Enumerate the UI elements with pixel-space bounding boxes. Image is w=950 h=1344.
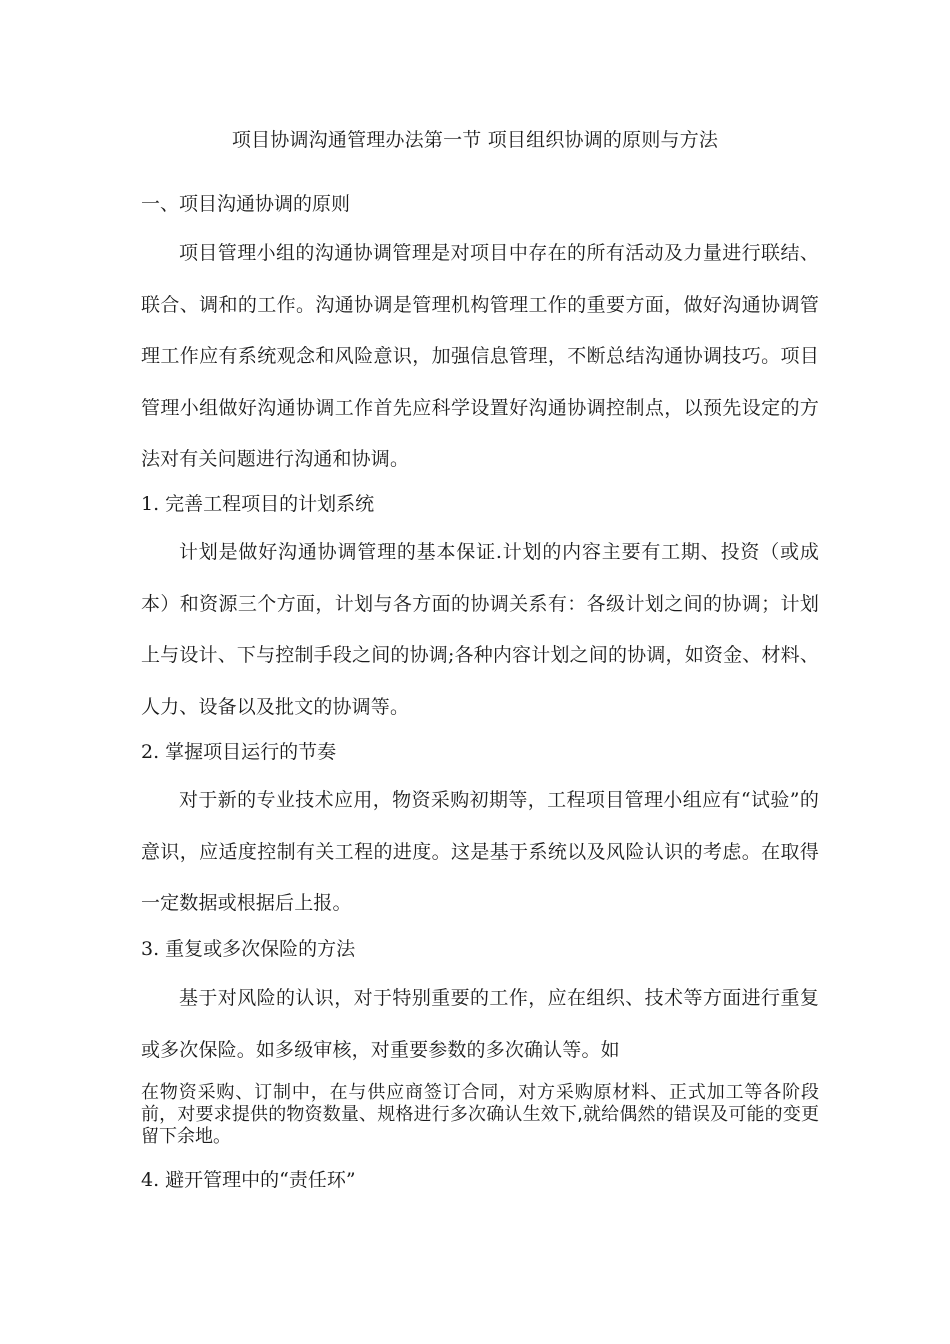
item-3-paragraph: 基于对风险的认识，对于特别重要的工作，应在组织、技术等方面进行重复或多次保险。如多级审核，对重要参数的多次确认等。如 [141,987,819,1061]
document-title: 项目协调沟通管理办法第一节 项目组织协调的原则与方法 [231,129,719,151]
section-heading: 一、项目沟通协调的原则 [141,193,351,215]
intro-paragraph: 项目管理小组的沟通协调管理是对项目中存在的所有活动及力量进行联结、联合、调和的工作。沟通协调是管理机构管理工作的重要方面，做好沟通协调管理工作应有系统观念和风险意识，加强信息管理，不断总结沟通协调技巧。项目管理小组做好沟通协调工作首先应科学设置好沟通协调控制点，以预先设定的方法对有关问题进行沟通和协调。 [141,242,819,470]
item-1-heading: 1. 完善工程项目的计划系统 [141,493,375,515]
item-1-paragraph: 计划是做好沟通协调管理的基本保证.计划的内容主要有工期、投资（或成本）和资源三个方面，计划与各方面的协调关系有：各级计划之间的协调；计划上与设计、下与控制手段之间的协调;各种内容计划之间的协调，如资金、材料、人力、设备以及批文的协调等。 [141,541,819,718]
item-2-paragraph: 对于新的专业技术应用，物资采购初期等，工程项目管理小组应有“试验”的意识，应适度控制有关工程的进度。这是基于系统以及风险认识的考虑。在取得一定数据或根据后上报。 [141,789,819,914]
item-2-heading: 2. 掌握项目运行的节奏 [141,741,337,763]
item-4-heading: 4. 避开管理中的“责任环” [141,1169,356,1191]
item-3-paragraph-continued: 在物资采购、订制中，在与供应商签订合同，对方采购原材料、正式加工等各阶段前，对要求提供的物资数量、规格进行多次确认生效下,就给偶然的错误及可能的变更留下余地。 [141,1082,819,1147]
item-3-heading: 3. 重复或多次保险的方法 [141,938,356,960]
